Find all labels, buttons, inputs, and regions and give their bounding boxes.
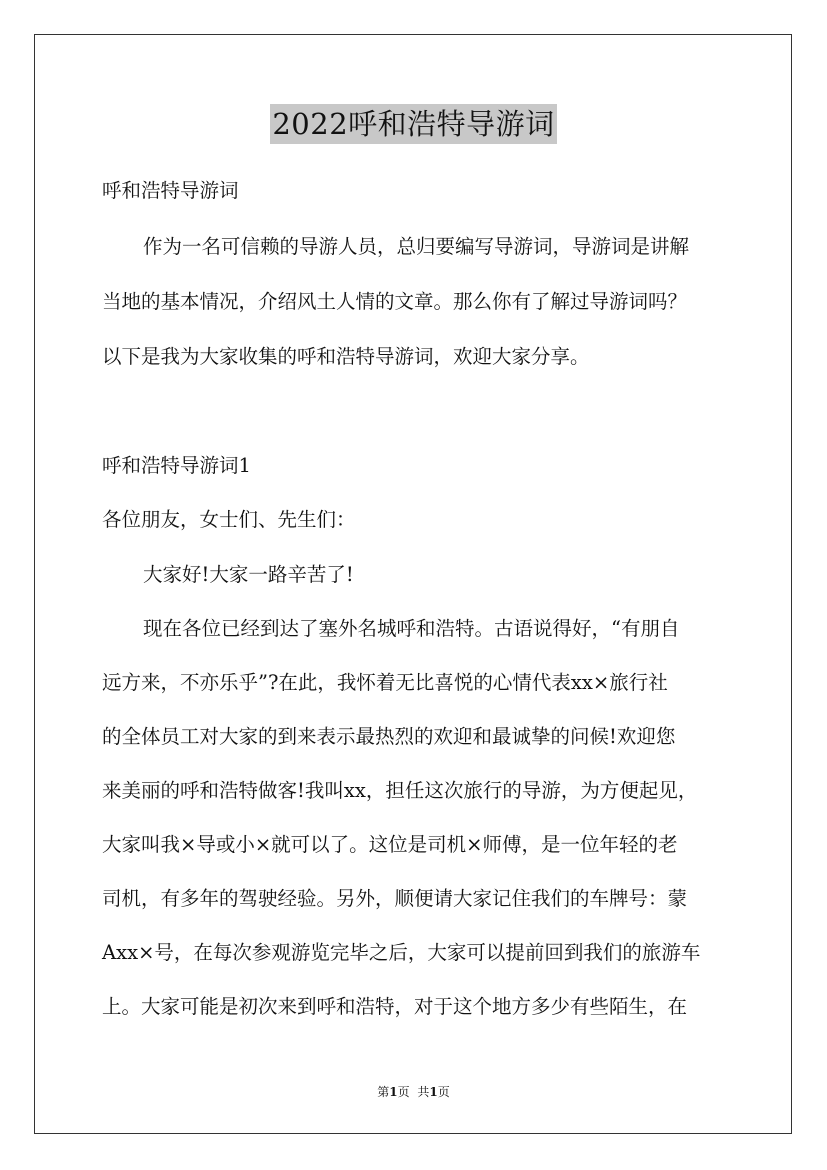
paragraph-line: 的全体员工对大家的到来表示最热烈的欢迎和最诚挚的问候!欢迎您 xyxy=(102,725,676,748)
paragraph-line: 大家叫我×导或小×就可以了。这位是司机×师傅，是一位年轻的老 xyxy=(102,833,678,856)
paragraph-line: Axx×号，在每次参观游览完毕之后，大家可以提前回到我们的旅游车 xyxy=(102,941,701,964)
paragraph-line: 当地的基本情况，介绍风土人情的文章。那么你有了解过导游词吗？ xyxy=(102,290,688,313)
total-label-suffix: 页 xyxy=(437,1085,450,1099)
page-footer xyxy=(0,1084,827,1100)
paragraph-line: 远方来，不亦乐乎”?在此，我怀着无比喜悦的心情代表xx×旅行社 xyxy=(102,671,668,694)
paragraph-line: 大家好!大家一路辛苦了! xyxy=(143,563,354,586)
paragraph-line: 上。大家可能是初次来到呼和浩特，对于这个地方多少有些陌生，在 xyxy=(102,995,688,1018)
paragraph-line: 司机，有多年的驾驶经验。另外，顺便请大家记住我们的车牌号：蒙 xyxy=(102,887,688,910)
page-label-prefix: 第 xyxy=(377,1085,390,1099)
paragraph-line: 以下是我为大家收集的呼和浩特导游词，欢迎大家分享。 xyxy=(102,345,590,368)
document-title: 2022呼和浩特导游词 xyxy=(270,104,556,144)
paragraph-line: 作为一名可信赖的导游人员，总归要编写导游词，导游词是讲解 xyxy=(143,235,690,258)
paragraph-line: 现在各位已经到达了塞外名城呼和浩特。古语说得好，“有朋自 xyxy=(143,617,680,640)
greeting-line: 各位朋友，女士们、先生们： xyxy=(102,508,356,531)
page-number: 1 xyxy=(389,1085,398,1099)
section-heading: 呼和浩特导游词1 xyxy=(102,454,251,477)
total-label-prefix: 共 xyxy=(417,1085,430,1099)
section-heading: 呼和浩特导游词 xyxy=(102,179,239,202)
total-pages: 1 xyxy=(429,1085,438,1099)
title-container xyxy=(0,104,827,144)
page-label-suffix: 页 xyxy=(397,1085,410,1099)
paragraph-line: 来美丽的呼和浩特做客!我叫xx，担任这次旅行的导游，为方便起见， xyxy=(102,779,698,802)
